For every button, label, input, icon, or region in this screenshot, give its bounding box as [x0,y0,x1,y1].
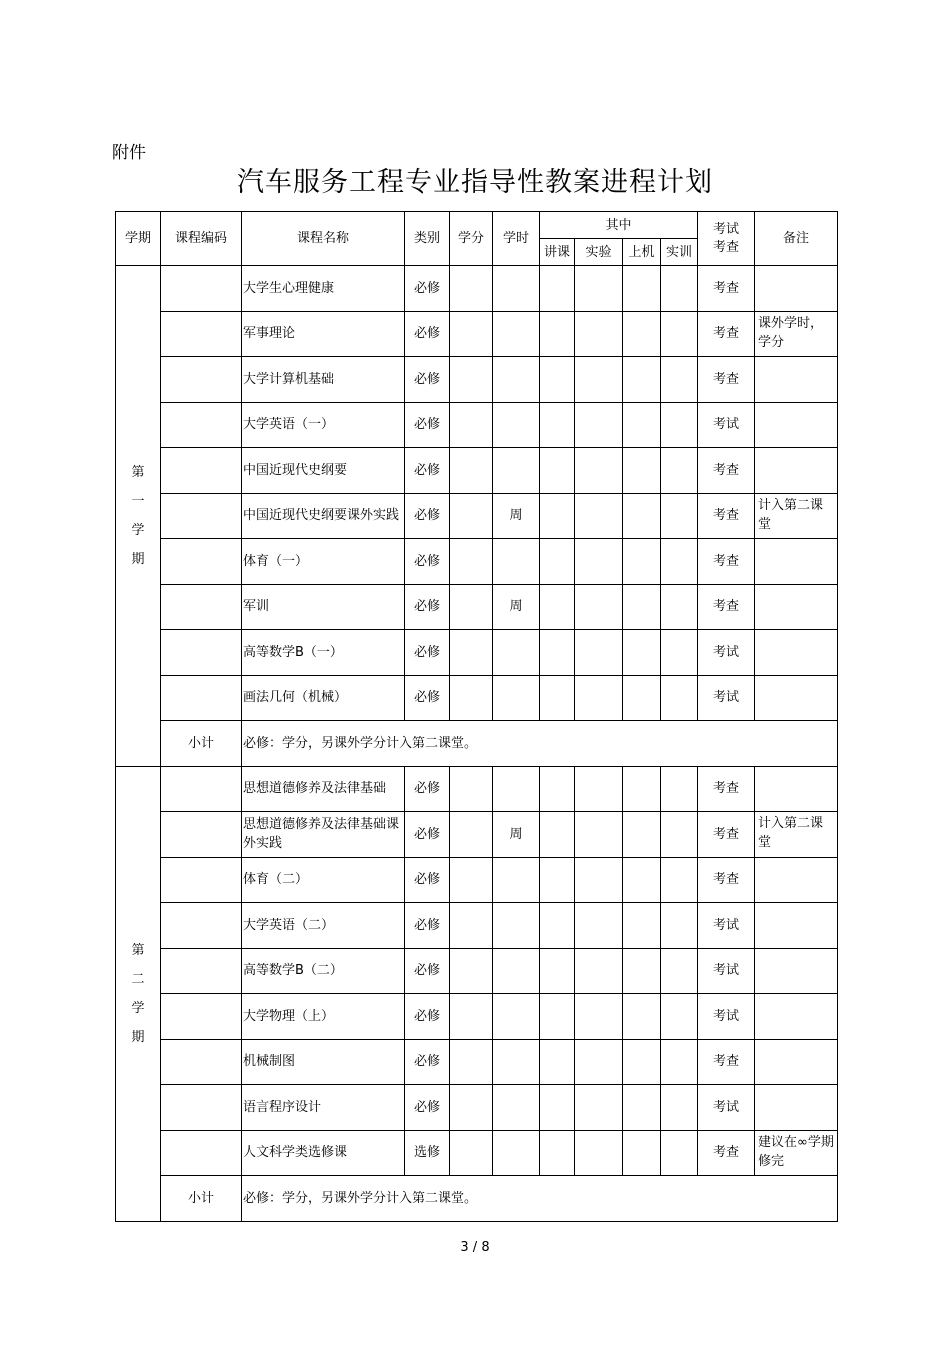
course-hours-cell [493,766,540,812]
course-plan-table [115,211,838,1222]
course-remark-cell [755,266,838,312]
course-computer-cell [623,857,661,903]
table-row [116,311,838,357]
header-among: 其中 [540,212,698,239]
course-exam-cell: 考试 [698,948,755,994]
course-lecture-cell [540,357,575,403]
course-credit-cell [450,357,493,403]
course-exam-cell: 考试 [698,675,755,721]
course-practice-cell [661,266,698,312]
course-category-cell: 必修 [405,994,450,1040]
table-row [116,948,838,994]
course-lecture-cell [540,584,575,630]
course-credit-cell [450,448,493,494]
course-exam-cell: 考查 [698,311,755,357]
course-experiment-cell [575,675,623,721]
subtotal-label: 小计 [161,1176,242,1222]
course-remark-cell [755,766,838,812]
course-name-cell: 军训 [242,584,405,630]
course-credit-cell [450,994,493,1040]
course-plan-body [116,266,838,1222]
course-exam-cell: 考查 [698,1130,755,1176]
course-code-cell [161,539,242,585]
course-category-cell: 必修 [405,812,450,858]
course-name-cell: 大学英语（二） [242,903,405,949]
course-credit-cell [450,766,493,812]
course-credit-cell [450,812,493,858]
course-code-cell [161,1039,242,1085]
course-name-cell: 大学英语（一） [242,402,405,448]
course-credit-cell [450,948,493,994]
course-practice-cell [661,1130,698,1176]
course-code-cell [161,766,242,812]
course-practice-cell [661,903,698,949]
course-experiment-cell [575,766,623,812]
course-category-cell: 必修 [405,311,450,357]
course-computer-cell [623,266,661,312]
course-code-cell [161,311,242,357]
course-computer-cell [623,994,661,1040]
course-practice-cell [661,539,698,585]
course-name-cell: 体育（二） [242,857,405,903]
table-row [116,812,838,858]
attachment-label: 附件 [112,143,146,163]
course-name-cell: 机械制图 [242,1039,405,1085]
course-computer-cell [623,1039,661,1085]
course-computer-cell [623,1085,661,1131]
course-hours-cell [493,630,540,676]
header-category: 类别 [405,212,450,266]
course-remark-cell [755,994,838,1040]
table-row [116,675,838,721]
course-name-cell: 思想道德修养及法律基础 [242,766,405,812]
course-practice-cell [661,675,698,721]
course-hours-cell [493,266,540,312]
course-code-cell [161,402,242,448]
course-credit-cell [450,311,493,357]
course-experiment-cell [575,903,623,949]
course-credit-cell [450,584,493,630]
course-hours-cell [493,539,540,585]
header-practice: 实训 [661,239,698,266]
course-name-cell: 思想道德修养及法律基础课外实践 [242,812,405,858]
course-hours-cell [493,857,540,903]
course-practice-cell [661,1085,698,1131]
course-experiment-cell [575,311,623,357]
course-computer-cell [623,448,661,494]
course-credit-cell [450,266,493,312]
course-computer-cell [623,675,661,721]
course-exam-cell: 考查 [698,448,755,494]
course-experiment-cell [575,812,623,858]
course-practice-cell [661,1039,698,1085]
course-remark-cell [755,675,838,721]
course-hours-cell [493,948,540,994]
course-experiment-cell [575,402,623,448]
course-practice-cell [661,357,698,403]
table-row [116,493,838,539]
course-lecture-cell [540,994,575,1040]
course-category-cell: 必修 [405,1085,450,1131]
course-experiment-cell [575,994,623,1040]
course-experiment-cell [575,266,623,312]
course-lecture-cell [540,1085,575,1131]
course-hours-cell [493,311,540,357]
table-row [116,630,838,676]
course-remark-cell: 计入第二课堂 [755,493,838,539]
course-hours-cell [493,1130,540,1176]
course-name-cell: 大学物理（上） [242,994,405,1040]
course-code-cell [161,1085,242,1131]
term-label: 第一学期 [131,464,145,567]
course-credit-cell [450,857,493,903]
table-row [116,1130,838,1176]
course-lecture-cell [540,493,575,539]
document-title: 汽车服务工程专业指导性教案进程计划 [237,167,713,198]
course-remark-cell [755,539,838,585]
course-computer-cell [623,812,661,858]
course-practice-cell [661,584,698,630]
course-exam-cell: 考试 [698,994,755,1040]
course-category-cell: 必修 [405,493,450,539]
course-exam-cell: 考查 [698,493,755,539]
course-code-cell [161,357,242,403]
course-credit-cell [450,539,493,585]
course-category-cell: 必修 [405,402,450,448]
course-practice-cell [661,402,698,448]
course-name-cell: 画法几何（机械） [242,675,405,721]
course-remark-cell [755,448,838,494]
course-name-cell: 人文科学类选修课 [242,1130,405,1176]
course-computer-cell [623,311,661,357]
course-lecture-cell [540,903,575,949]
course-practice-cell [661,948,698,994]
course-lecture-cell [540,948,575,994]
course-category-cell: 必修 [405,266,450,312]
course-exam-cell: 考查 [698,1039,755,1085]
course-lecture-cell [540,857,575,903]
table-row [116,766,838,812]
course-category-cell: 必修 [405,448,450,494]
course-code-cell [161,493,242,539]
course-exam-cell: 考查 [698,857,755,903]
course-hours-cell: 周 [493,812,540,858]
course-category-cell: 必修 [405,584,450,630]
course-experiment-cell [575,493,623,539]
course-computer-cell [623,357,661,403]
table-row [116,584,838,630]
course-remark-cell [755,402,838,448]
course-remark-cell: 课外学时，学分 [755,311,838,357]
course-exam-cell: 考查 [698,812,755,858]
course-computer-cell [623,402,661,448]
course-remark-cell [755,948,838,994]
course-hours-cell [493,1085,540,1131]
course-code-cell [161,266,242,312]
table-row [116,994,838,1040]
course-practice-cell [661,493,698,539]
course-remark-cell [755,1085,838,1131]
course-lecture-cell [540,630,575,676]
course-hours-cell [493,448,540,494]
course-code-cell [161,857,242,903]
course-code-cell [161,584,242,630]
course-practice-cell [661,630,698,676]
course-exam-cell: 考查 [698,584,755,630]
course-lecture-cell [540,812,575,858]
subtotal-text: 必修：学分，另课外学分计入第二课堂。 [242,721,838,767]
table-row [116,266,838,312]
course-name-cell: 高等数学B（一） [242,630,405,676]
term-cell [116,266,161,767]
course-name-cell: 中国近现代史纲要课外实践 [242,493,405,539]
course-remark-cell: 计入第二课堂 [755,812,838,858]
header-exam [698,212,755,266]
page-number: 3 / 8 [460,1240,490,1255]
course-name-cell: 大学生心理健康 [242,266,405,312]
header-exam-text: 考试考查 [713,221,740,255]
course-hours-cell [493,402,540,448]
course-computer-cell [623,903,661,949]
course-practice-cell [661,994,698,1040]
course-exam-cell: 考查 [698,539,755,585]
course-lecture-cell [540,448,575,494]
header-computer: 上机 [623,239,661,266]
course-computer-cell [623,584,661,630]
header-lecture: 讲课 [540,239,575,266]
course-hours-cell: 周 [493,584,540,630]
course-computer-cell [623,766,661,812]
table-row [116,402,838,448]
table-row [116,448,838,494]
course-remark-cell [755,584,838,630]
course-lecture-cell [540,266,575,312]
course-computer-cell [623,493,661,539]
course-hours-cell [493,994,540,1040]
header-credit: 学分 [450,212,493,266]
course-category-cell: 必修 [405,903,450,949]
subtotal-text: 必修：学分，另课外学分计入第二课堂。 [242,1176,838,1222]
term-label: 第二学期 [131,942,145,1045]
table-row [116,357,838,403]
term-cell [116,766,161,1221]
course-practice-cell [661,448,698,494]
course-lecture-cell [540,675,575,721]
course-code-cell [161,812,242,858]
course-exam-cell: 考查 [698,357,755,403]
course-code-cell [161,994,242,1040]
course-experiment-cell [575,1130,623,1176]
course-code-cell [161,675,242,721]
course-lecture-cell [540,539,575,585]
course-credit-cell [450,402,493,448]
course-category-cell: 必修 [405,948,450,994]
course-experiment-cell [575,539,623,585]
course-experiment-cell [575,357,623,403]
course-lecture-cell [540,766,575,812]
course-name-cell: 高等数学B（二） [242,948,405,994]
course-remark-cell [755,903,838,949]
course-credit-cell [450,630,493,676]
course-name-cell: 体育（一） [242,539,405,585]
course-hours-cell: 周 [493,493,540,539]
course-category-cell: 必修 [405,357,450,403]
course-exam-cell: 考试 [698,402,755,448]
course-practice-cell [661,812,698,858]
course-credit-cell [450,493,493,539]
course-category-cell: 必修 [405,539,450,585]
course-remark-cell [755,357,838,403]
course-experiment-cell [575,1039,623,1085]
course-credit-cell [450,903,493,949]
course-exam-cell: 考试 [698,1085,755,1131]
course-remark-cell: 建议在∞学期修完 [755,1130,838,1176]
course-exam-cell: 考试 [698,630,755,676]
header-experiment: 实验 [575,239,623,266]
course-lecture-cell [540,1039,575,1085]
course-remark-cell [755,1039,838,1085]
course-experiment-cell [575,857,623,903]
header-hours: 学时 [493,212,540,266]
course-name-cell: 大学计算机基础 [242,357,405,403]
course-code-cell [161,903,242,949]
course-code-cell [161,948,242,994]
subtotal-row [116,1176,838,1222]
subtotal-label: 小计 [161,721,242,767]
course-exam-cell: 考试 [698,903,755,949]
course-computer-cell [623,539,661,585]
course-name-cell: 军事理论 [242,311,405,357]
course-computer-cell [623,948,661,994]
course-hours-cell [493,357,540,403]
course-computer-cell [623,1130,661,1176]
course-hours-cell [493,675,540,721]
course-hours-cell [493,1039,540,1085]
course-category-cell: 必修 [405,675,450,721]
table-row [116,857,838,903]
table-row [116,1085,838,1131]
course-code-cell [161,448,242,494]
course-exam-cell: 考查 [698,266,755,312]
course-lecture-cell [540,311,575,357]
course-category-cell: 必修 [405,857,450,903]
course-credit-cell [450,675,493,721]
header-name: 课程名称 [242,212,405,266]
header-remark: 备注 [755,212,838,266]
course-experiment-cell [575,448,623,494]
course-category-cell: 选修 [405,1130,450,1176]
table-row [116,1039,838,1085]
course-category-cell: 必修 [405,1039,450,1085]
course-experiment-cell [575,630,623,676]
course-practice-cell [661,766,698,812]
course-lecture-cell [540,402,575,448]
course-name-cell: 中国近现代史纲要 [242,448,405,494]
course-computer-cell [623,630,661,676]
course-practice-cell [661,857,698,903]
course-code-cell [161,630,242,676]
course-category-cell: 必修 [405,630,450,676]
header-term: 学期 [116,212,161,266]
course-remark-cell [755,630,838,676]
course-credit-cell [450,1130,493,1176]
table-row [116,539,838,585]
course-experiment-cell [575,584,623,630]
course-category-cell: 必修 [405,766,450,812]
course-credit-cell [450,1039,493,1085]
header-code: 课程编码 [161,212,242,266]
course-experiment-cell [575,948,623,994]
course-exam-cell: 考查 [698,766,755,812]
table-row [116,903,838,949]
course-lecture-cell [540,1130,575,1176]
subtotal-row [116,721,838,767]
course-credit-cell [450,1085,493,1131]
course-practice-cell [661,311,698,357]
course-remark-cell [755,857,838,903]
course-experiment-cell [575,1085,623,1131]
course-hours-cell [493,903,540,949]
course-code-cell [161,1130,242,1176]
course-name-cell: 语言程序设计 [242,1085,405,1131]
